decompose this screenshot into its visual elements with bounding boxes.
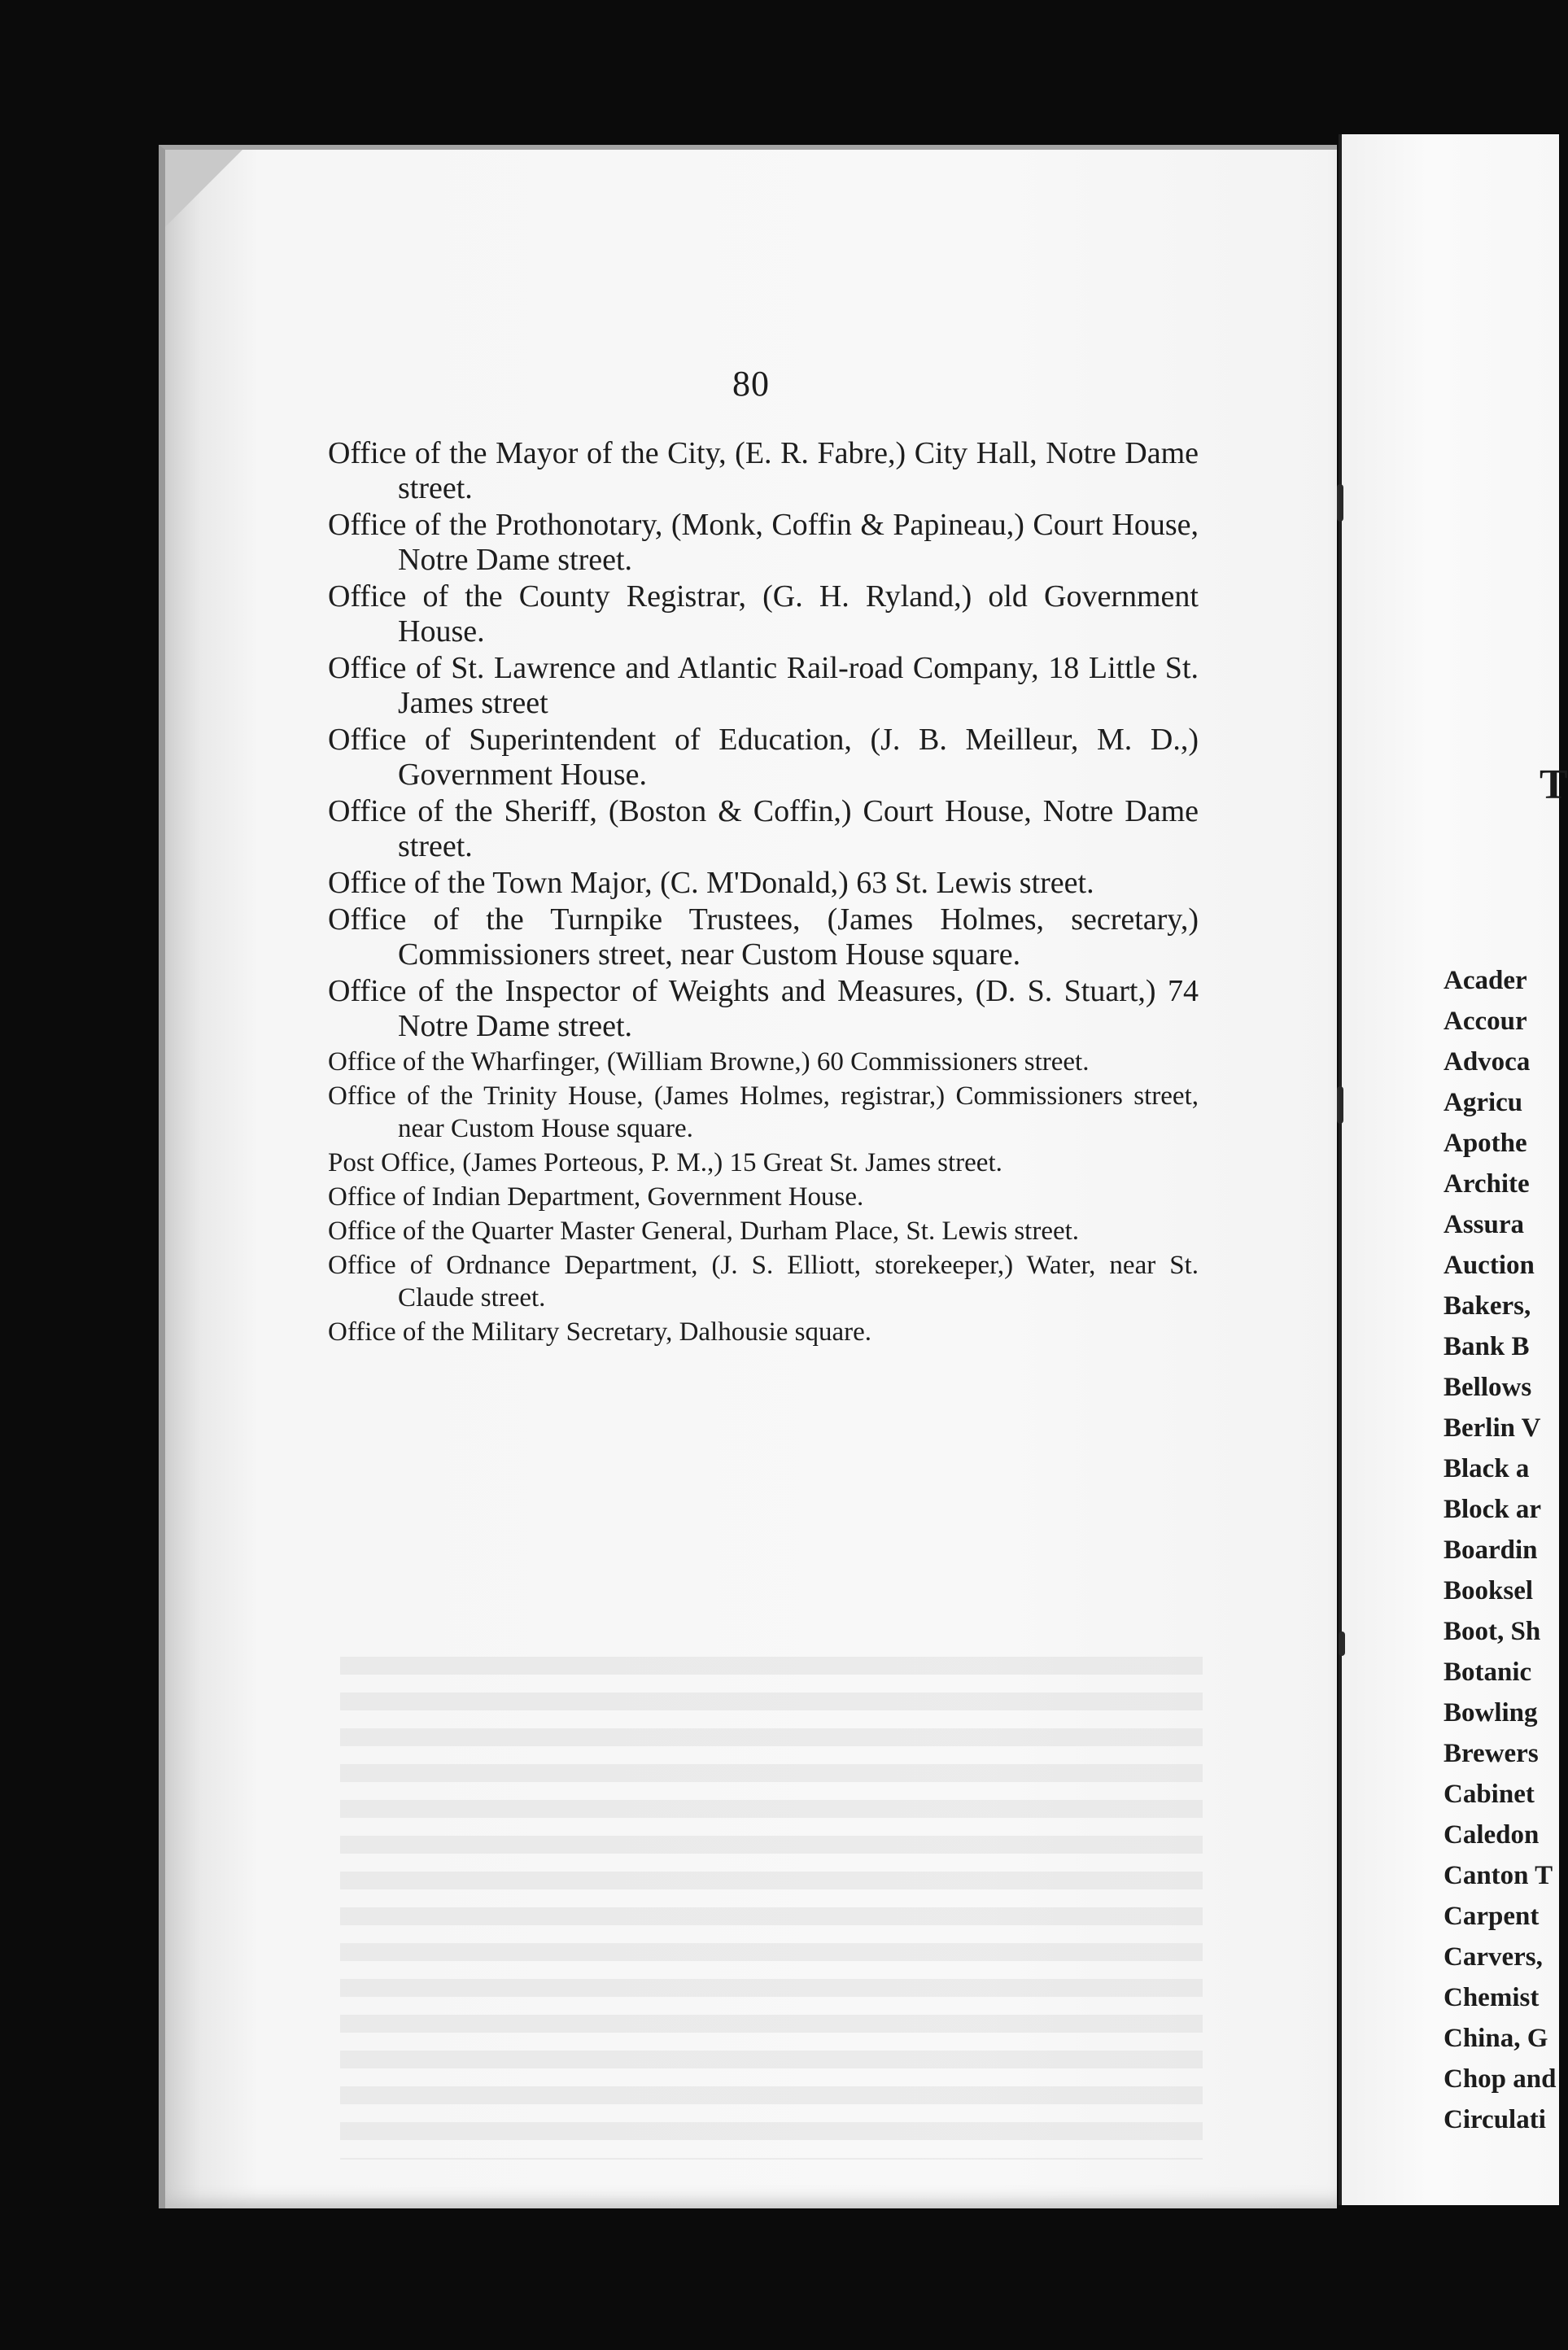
directory-entry: Office of the Wharfinger, (William Browne,) 60 Commissioners street.	[328, 1047, 1090, 1077]
index-item: Boot, Sh	[1444, 1617, 1541, 1646]
directory-entry: Office of Superintendent of Education, (J. B. Meilleur, M. D.,) Government House.	[328, 723, 1199, 792]
directory-entry: Office of the Military Secretary, Dalhousie square.	[328, 1317, 872, 1347]
directory-entry: Post Office, (James Porteous, P. M.,) 15 Great St. James street.	[328, 1148, 1002, 1177]
directory-entry: Office of the Sheriff, (Boston & Coffin,) Court House, Notre Dame street.	[328, 794, 1199, 863]
index-item: Botanic	[1444, 1658, 1532, 1687]
index-item: Agricu	[1444, 1088, 1523, 1117]
directory-entry: Office of the Town Major, (C. M'Donald,) 63 St. Lewis street.	[328, 866, 1094, 900]
index-item: Chop and	[1444, 2064, 1557, 2094]
index-item: Bakers,	[1444, 1291, 1531, 1321]
index-item: Apothe	[1444, 1129, 1527, 1158]
index-item: Canton T	[1444, 1861, 1553, 1890]
directory-entry: Office of Indian Department, Government House.	[328, 1182, 864, 1212]
index-item: Brewers	[1444, 1739, 1539, 1768]
index-item: Auction	[1444, 1251, 1535, 1280]
index-item: Bowling	[1444, 1698, 1538, 1728]
index-item: Acader	[1444, 966, 1527, 995]
directory-entry: Office of the Mayor of the City, (E. R. Fabre,) City Hall, Notre Dame street.	[328, 436, 1199, 505]
directory-entry: Office of the Quarter Master General, Durham Place, St. Lewis street.	[328, 1216, 1080, 1246]
index-item: Circulati	[1444, 2105, 1546, 2134]
dog-ear-corner	[165, 150, 242, 227]
gutter-mark	[1337, 1086, 1343, 1124]
directory-entry: Office of the Trinity House, (James Holmes, registrar,) Commissioners street, near Custom House square.	[328, 1081, 1199, 1143]
index-item: Bellows	[1444, 1373, 1532, 1402]
index-item: Boardin	[1444, 1535, 1538, 1565]
right-page-heading-initial: T	[1540, 762, 1568, 808]
index-item: Carpent	[1444, 1902, 1540, 1931]
directory-entry: Office of the Inspector of Weights and Measures, (D. S. Stuart,) 74 Notre Dame street.	[328, 974, 1199, 1043]
directory-entry: Office of the Turnpike Trustees, (James Holmes, secretary,) Commissioners street, near Custom House square.	[328, 902, 1199, 972]
index-item: Cabinet	[1444, 1780, 1535, 1809]
index-item: Block ar	[1444, 1495, 1542, 1524]
index-item: Chemist	[1444, 1983, 1540, 2012]
index-item: Booksel	[1444, 1576, 1534, 1605]
gutter-mark	[1337, 484, 1343, 522]
index-item: Black a	[1444, 1454, 1530, 1483]
page-number: 80	[732, 364, 770, 404]
directory-entry: Office of Ordnance Department, (J. S. Elliott, storekeeper,) Water, near St. Claude street.	[328, 1251, 1199, 1313]
index-item: Advoca	[1444, 1047, 1531, 1077]
index-item: Carvers,	[1444, 1942, 1543, 1972]
index-item: Bank B	[1444, 1332, 1530, 1361]
index-item: Caledon	[1444, 1820, 1540, 1850]
index-item: Accour	[1444, 1007, 1527, 1036]
office-directory-list	[328, 436, 1199, 1350]
directory-entry: Office of the Prothonotary, (Monk, Coffin & Papineau,) Court House, Notre Dame street.	[328, 508, 1199, 577]
directory-entry: Office of the County Registrar, (G. H. Ryland,) old Government House.	[328, 579, 1199, 649]
business-index-list	[1444, 960, 1557, 2140]
index-item: Assura	[1444, 1210, 1525, 1239]
left-page	[159, 145, 1337, 2208]
index-item: Archite	[1444, 1169, 1530, 1199]
gutter-mark	[1339, 1631, 1345, 1656]
index-item: China, G	[1444, 2024, 1548, 2053]
right-page	[1339, 134, 1568, 2205]
index-item: Berlin V	[1444, 1413, 1541, 1443]
directory-entry: Office of St. Lawrence and Atlantic Rail-road Company, 18 Little St. James street	[328, 651, 1199, 720]
bleed-through-text	[340, 1639, 1203, 2160]
